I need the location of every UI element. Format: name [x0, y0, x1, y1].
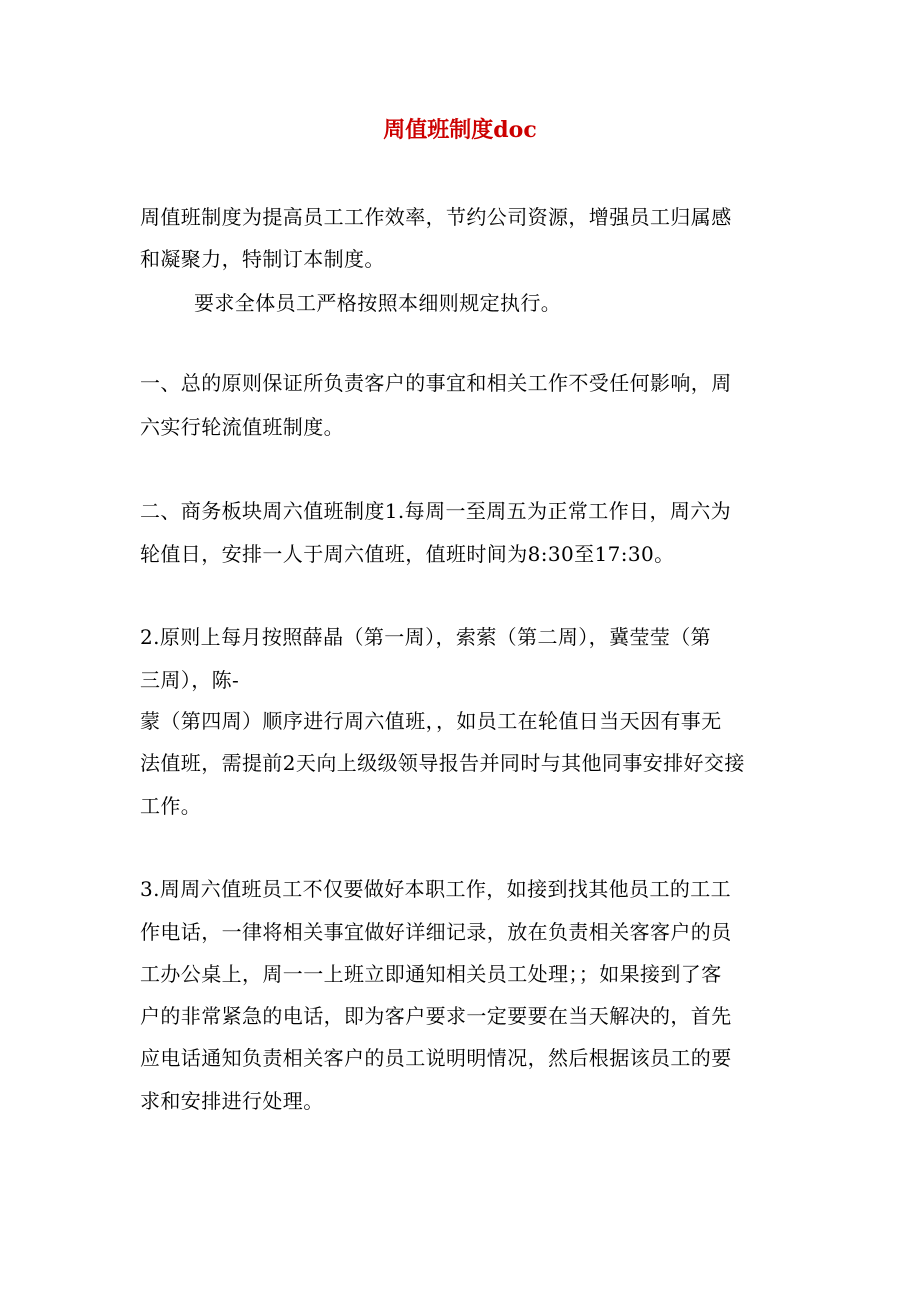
text-line: 周值班制度为提高员工工作效率，节约公司资源，增强员工归属感: [140, 205, 732, 229]
text-line: 三周），陈-: [140, 668, 240, 692]
document-title: 周值班制度doc: [383, 117, 537, 143]
text-line: 轮值日，安排一人于周六值班，值班时间为8:30至17:30。: [140, 542, 675, 566]
text-line: 要求全体员工严格按照本细则规定执行。: [194, 291, 562, 315]
text-line: 户的非常紧急的电话，即为客户要求一定要要在当天解决的，首先: [140, 1004, 732, 1028]
text-line: 作电话，一律将相关事宜做好详细记录，放在负责相关客客户的员: [140, 920, 732, 944]
text-line: 3.周周六值班员工不仅要做好本职工作，如接到找其他员工的工工: [140, 877, 732, 901]
text-line: 法值班，需提前2天向上级级领导报告并同时与其他同事安排好交接: [140, 751, 745, 775]
text-line: 六实行轮流值班制度。: [140, 415, 344, 439]
text-line: 蒙（第四周）顺序进行周六值班，，如员工在轮值日当天因有事无: [140, 709, 722, 733]
text-line: 一、总的原则保证所负责客户的事宜和相关工作不受任何影响，周: [140, 371, 732, 395]
text-line: 二、商务板块周六值班制度1.每周一至周五为正常工作日，周六为: [140, 499, 732, 523]
text-line: 和凝聚力，特制订本制度。: [140, 247, 385, 271]
text-line: 求和安排进行处理。: [140, 1089, 324, 1113]
text-line: 应电话通知负责相关客户的员工说明明情况，然后根据该员工的要: [140, 1046, 732, 1070]
text-line: 工作。: [140, 794, 202, 818]
text-line: 工办公桌上，周一一上班立即通知相关员工处理；；如果接到了客: [140, 962, 722, 986]
text-line: 2.原则上每月按照薛晶（第一周），索萦（第二周），冀莹莹（第: [140, 625, 712, 649]
